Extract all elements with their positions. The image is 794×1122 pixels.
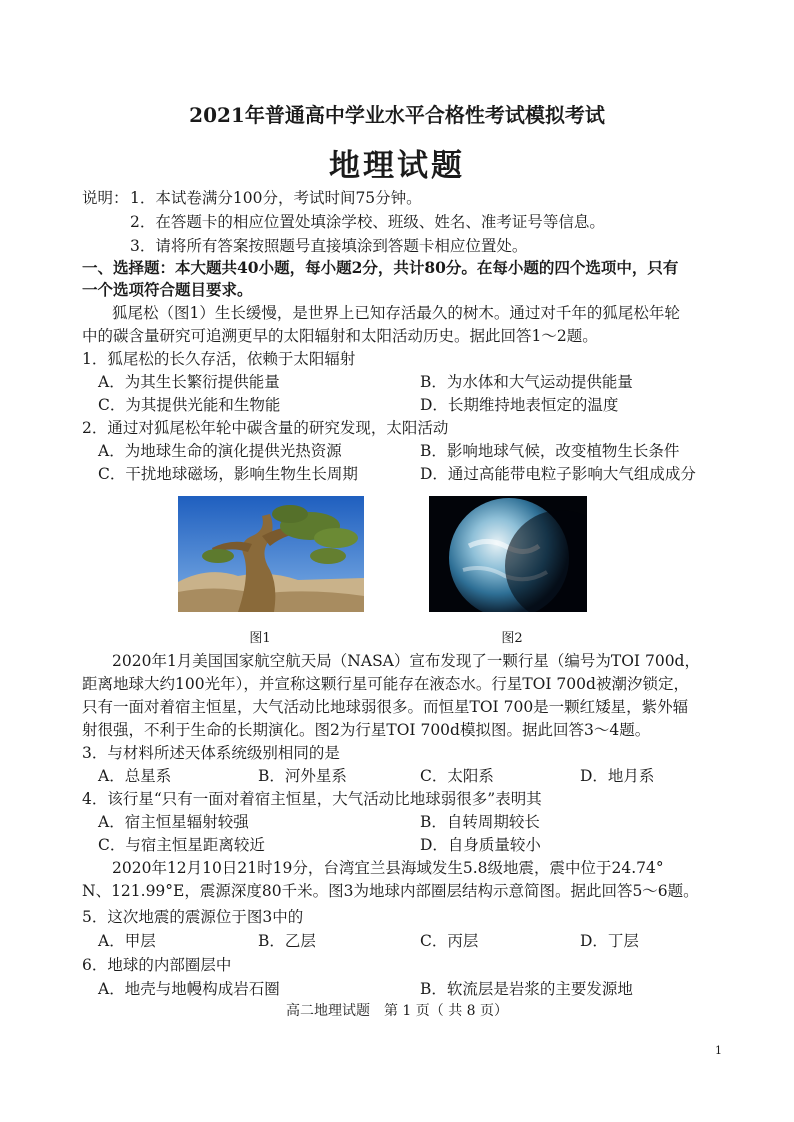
option-c: C．太阳系 [420, 767, 494, 785]
option-d: D．丁层 [580, 932, 639, 950]
instruction-item: 2．在答题卡的相应位置处填涂学校、班级、姓名、准考证号等信息。 [130, 213, 605, 231]
figure-2-planet-illustration [429, 496, 587, 612]
section-heading-cont: 一个选项符合题目要求。 [82, 280, 253, 299]
passage-text: 只有一面对着宿主恒星，大气活动比地球弱很多。而恒星TOI 700是一颗红矮星，紫外辐 [82, 698, 689, 716]
option-a: A．地壳与地幔构成岩石圈 [98, 980, 280, 998]
section-heading: 一、选择题：本大题共40小题，每小题2分，共计80分。在每小题的四个选项中，只有 [82, 258, 679, 277]
option-a: A．为地球生命的演化提供光热资源 [98, 442, 342, 460]
option-c: C．干扰地球磁场，影响生物生长周期 [98, 465, 358, 483]
passage-text: N、121.99°E，震源深度80千米。图3为地球内部圈层结构示意简图。据此回答5～6题。 [82, 882, 699, 900]
instruction-item: 1．本试卷满分100分，考试时间75分钟。 [130, 189, 422, 207]
page-footer: 高二地理试题 第 1 页（ 共 8 页） [285, 1003, 509, 1019]
option-b: B．河外星系 [258, 767, 347, 785]
passage-text: 中的碳含量研究可追溯更早的太阳辐射和太阳活动历史。据此回答1～2题。 [82, 327, 598, 345]
figure-1-bristlecone-pine-photo [178, 496, 364, 612]
question-stem: 2．通过对狐尾松年轮中碳含量的研究发现，太阳活动 [82, 419, 449, 437]
option-c: C．丙层 [420, 932, 479, 950]
question-stem: 3．与材料所述天体系统级别相同的是 [82, 744, 340, 762]
option-a: A．为其生长繁衍提供能量 [98, 373, 280, 391]
option-d: D．通过高能带电粒子影响大气组成成分 [420, 465, 696, 483]
passage-text: 距离地球大约100光年），并宣称这颗行星可能存在液态水。行星TOI 700d被潮汐锁定， [82, 675, 689, 693]
figure-1-caption: 图1 [249, 631, 271, 646]
passage-text: 2020年12月10日21时19分，台湾宜兰县海域发生5.8级地震，震中位于24.74° [112, 859, 664, 877]
option-b: B．为水体和大气运动提供能量 [420, 373, 633, 391]
option-a: A．宿主恒星辐射较强 [98, 813, 249, 831]
option-d: D．自身质量较小 [420, 836, 541, 854]
question-stem: 1．狐尾松的长久存活，依赖于太阳辐射 [82, 350, 356, 368]
question-stem: 4．该行星“只有一面对着宿主恒星，大气活动比地球弱很多”表明其 [82, 790, 542, 808]
option-c: C．与宿主恒星距离较近 [98, 836, 265, 854]
question-stem: 6．地球的内部圈层中 [82, 956, 232, 974]
option-a: A．甲层 [98, 932, 156, 950]
option-b: B．影响地球气候，改变植物生长条件 [420, 442, 680, 460]
option-d: D．长期维持地表恒定的温度 [420, 396, 619, 414]
instructions-label: 说明： [82, 189, 129, 207]
option-c: C．为其提供光能和生物能 [98, 396, 281, 414]
exam-title: 2021年普通高中学业水平合格性考试模拟考试 [189, 103, 605, 127]
passage-text: 狐尾松（图1）生长缓慢，是世界上已知存活最久的树木。通过对千年的狐尾松年轮 [112, 304, 680, 322]
option-d: D．地月系 [580, 767, 655, 785]
option-b: B．软流层是岩浆的主要发源地 [420, 980, 633, 998]
figure-2-caption: 图2 [501, 631, 523, 646]
passage-text: 射很强，不利于生命的长期演化。图2为行星TOI 700d模拟图。据此回答3～4题。 [82, 721, 651, 739]
passage-text: 2020年1月美国国家航空航天局（NASA）宣布发现了一颗行星（编号为TOI 700d， [112, 652, 700, 670]
instruction-item: 3．请将所有答案按照题号直接填涂到答题卡相应位置处。 [130, 237, 528, 255]
question-stem: 5．这次地震的震源位于图3中的 [82, 908, 304, 926]
option-a: A．总星系 [98, 767, 172, 785]
option-b: B．自转周期较长 [420, 813, 540, 831]
page-number: 1 [715, 1044, 722, 1057]
option-b: B．乙层 [258, 932, 316, 950]
subject-title: 地理试题 [329, 148, 465, 184]
